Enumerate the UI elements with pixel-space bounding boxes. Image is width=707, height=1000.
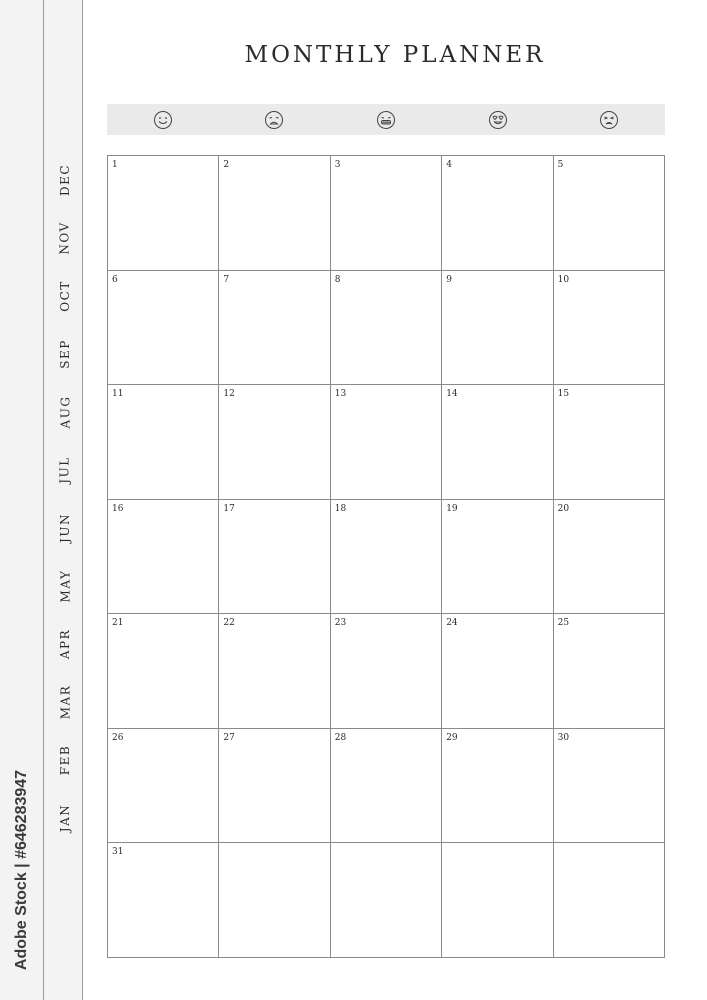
mood-option-tired[interactable] bbox=[553, 104, 665, 135]
month-label: FEB bbox=[58, 744, 72, 776]
month-label: AUG bbox=[58, 395, 72, 429]
day-number: 21 bbox=[112, 618, 124, 629]
day-cell[interactable] bbox=[442, 500, 553, 615]
day-cell[interactable] bbox=[108, 500, 219, 615]
day-cell[interactable] bbox=[554, 385, 665, 500]
day-cell-empty[interactable] bbox=[331, 843, 442, 958]
day-number: 1 bbox=[112, 160, 118, 170]
day-cell[interactable] bbox=[108, 729, 219, 844]
day-number: 8 bbox=[334, 274, 341, 285]
day-number: 23 bbox=[334, 618, 347, 629]
day-number: 31 bbox=[112, 847, 124, 858]
day-number: 4 bbox=[446, 160, 452, 170]
month-tab-oct[interactable] bbox=[50, 276, 80, 316]
month-label: JUL bbox=[58, 456, 72, 484]
day-number: 27 bbox=[223, 732, 235, 743]
day-number: 20 bbox=[557, 503, 570, 514]
month-tab-nov[interactable] bbox=[50, 218, 80, 258]
day-cell[interactable] bbox=[442, 156, 553, 271]
day-cell[interactable] bbox=[554, 614, 665, 729]
month-label: DEC bbox=[58, 163, 72, 197]
day-number: 18 bbox=[334, 503, 347, 514]
day-number: 16 bbox=[112, 503, 124, 514]
sidebar-divider-left bbox=[43, 0, 44, 1000]
day-cell[interactable] bbox=[442, 385, 553, 500]
month-label: JUN bbox=[58, 513, 72, 543]
day-cell[interactable] bbox=[108, 843, 219, 958]
day-cell[interactable] bbox=[331, 385, 442, 500]
month-tab-apr[interactable] bbox=[50, 624, 80, 664]
day-cell[interactable] bbox=[108, 614, 219, 729]
day-cell[interactable] bbox=[554, 500, 665, 615]
day-number: 10 bbox=[557, 274, 570, 285]
day-cell[interactable] bbox=[442, 729, 553, 844]
day-number: 7 bbox=[223, 274, 230, 285]
day-number: 6 bbox=[112, 274, 118, 285]
grimace-face-icon bbox=[376, 110, 396, 130]
sidebar bbox=[0, 0, 83, 1000]
month-label: SEP bbox=[58, 339, 72, 369]
month-tab-may[interactable] bbox=[50, 566, 80, 606]
month-label: APR bbox=[58, 628, 72, 660]
day-cell[interactable] bbox=[219, 614, 330, 729]
tired-face-icon bbox=[599, 110, 619, 130]
watermark-text: Adobe Stock | #646283947 bbox=[13, 769, 31, 971]
day-cell[interactable] bbox=[331, 500, 442, 615]
day-cell[interactable] bbox=[554, 156, 665, 271]
mood-option-grimace[interactable] bbox=[330, 104, 442, 135]
day-number: 30 bbox=[557, 732, 570, 743]
month-tab-jan[interactable] bbox=[50, 798, 80, 838]
day-number: 24 bbox=[446, 618, 458, 629]
day-number: 14 bbox=[446, 389, 458, 400]
day-number: 26 bbox=[112, 732, 124, 743]
day-number: 9 bbox=[446, 274, 452, 285]
day-cell[interactable] bbox=[331, 614, 442, 729]
day-cell[interactable] bbox=[331, 271, 442, 386]
day-cell-empty[interactable] bbox=[554, 843, 665, 958]
day-number: 2 bbox=[223, 160, 230, 170]
calendar-grid bbox=[107, 155, 665, 958]
month-tab-jul[interactable] bbox=[50, 450, 80, 490]
month-tab-list bbox=[50, 160, 80, 850]
day-number: 17 bbox=[223, 503, 235, 514]
month-tab-feb[interactable] bbox=[50, 740, 80, 780]
sad-face-icon bbox=[264, 110, 284, 130]
month-label: NOV bbox=[58, 221, 73, 255]
month-tab-dec[interactable] bbox=[50, 160, 80, 200]
month-tab-aug[interactable] bbox=[50, 392, 80, 432]
day-number: 11 bbox=[112, 389, 124, 400]
heart-eyes-face-icon bbox=[488, 110, 508, 130]
month-label: JAN bbox=[57, 803, 72, 833]
day-number: 3 bbox=[334, 160, 341, 170]
month-label: OCT bbox=[58, 280, 72, 312]
day-number: 15 bbox=[557, 389, 570, 400]
month-tab-sep[interactable] bbox=[50, 334, 80, 374]
day-cell[interactable] bbox=[108, 156, 219, 271]
month-tab-jun[interactable] bbox=[50, 508, 80, 548]
day-cell[interactable] bbox=[442, 271, 553, 386]
day-cell[interactable] bbox=[219, 729, 330, 844]
day-number: 22 bbox=[223, 618, 235, 629]
day-cell[interactable] bbox=[108, 271, 219, 386]
day-cell[interactable] bbox=[219, 271, 330, 386]
day-number: 13 bbox=[334, 389, 347, 400]
month-label: MAY bbox=[58, 569, 73, 603]
day-cell[interactable] bbox=[219, 500, 330, 615]
mood-option-sad[interactable] bbox=[219, 104, 331, 135]
day-cell[interactable] bbox=[554, 271, 665, 386]
mood-tracker-bar bbox=[107, 104, 665, 135]
day-cell[interactable] bbox=[219, 156, 330, 271]
sidebar-divider-right bbox=[82, 0, 83, 1000]
smile-face-icon bbox=[153, 110, 173, 130]
day-number: 25 bbox=[557, 618, 570, 629]
month-tab-mar[interactable] bbox=[50, 682, 80, 722]
day-cell[interactable] bbox=[442, 614, 553, 729]
day-number: 12 bbox=[223, 389, 235, 400]
day-cell[interactable] bbox=[331, 729, 442, 844]
day-cell[interactable] bbox=[219, 385, 330, 500]
day-number: 19 bbox=[446, 503, 458, 514]
day-cell[interactable] bbox=[108, 385, 219, 500]
page-title: MONTHLY PLANNER bbox=[244, 42, 546, 68]
day-cell[interactable] bbox=[331, 156, 442, 271]
month-label: MAR bbox=[58, 684, 72, 720]
day-number: 5 bbox=[557, 160, 564, 170]
day-number: 29 bbox=[446, 732, 458, 743]
day-number: 28 bbox=[334, 732, 347, 743]
day-cell-empty[interactable] bbox=[442, 843, 553, 958]
day-cell-empty[interactable] bbox=[219, 843, 330, 958]
mood-option-smile[interactable] bbox=[107, 104, 219, 135]
day-cell[interactable] bbox=[554, 729, 665, 844]
stock-watermark bbox=[4, 755, 40, 985]
mood-option-love[interactable] bbox=[442, 104, 554, 135]
